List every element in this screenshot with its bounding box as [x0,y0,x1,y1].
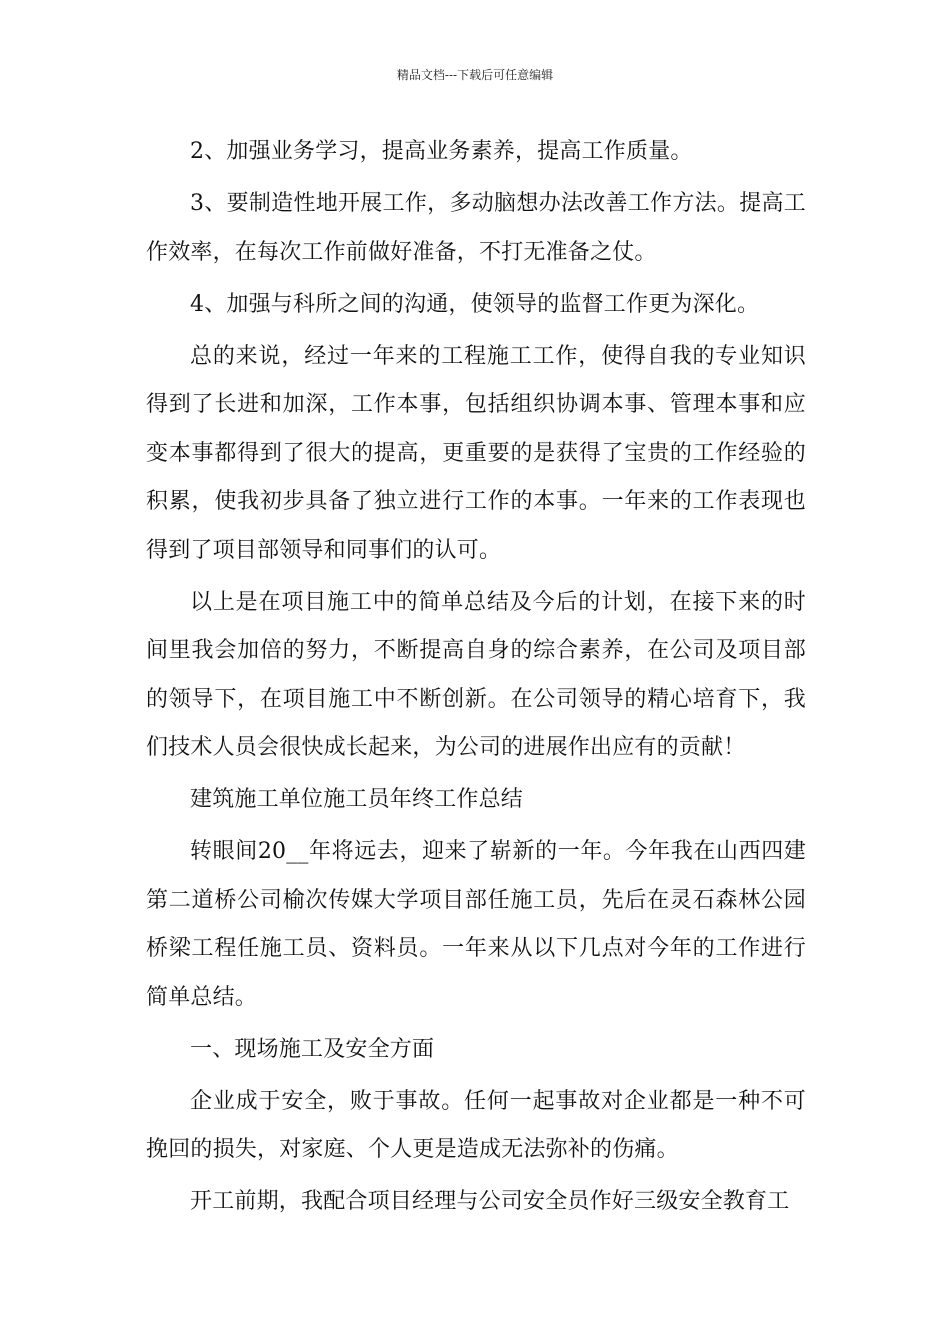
page-header: 精品文档---下载后可任意编辑 [396,68,554,82]
paragraph-item-2: 2、加强业务学习，提高业务素养，提高工作质量。 [190,139,693,164]
paragraph-safety: 企业成于安全，败于事故。任何一起事故对企业都是一种不可挽回的损失，对家庭、个人更是造成无法弥补的伤痛。 [146,1088,806,1162]
paragraph-item-3: 3、要制造性地开展工作，多动脑想办法改善工作方法。提高工作效率，在每次工作前做好准备，不打无准备之仗。 [146,191,806,265]
subsection-heading: 一、现场施工及安全方面 [190,1036,435,1062]
paragraph-intro: 转眼间20__年将远去，迎来了崭新的一年。今年我在山西四建第二道桥公司榆次传媒大学项目部任施工员，先后在灵石森林公园桥梁工程任施工员、资料员。一年来从以下几点对今年的工作进行简单总结。 [146,839,806,1010]
paragraph-item-4: 4、加强与科所之间的沟通，使领导的监督工作更为深化。 [190,291,760,317]
paragraph-plan: 以上是在项目施工中的简单总结及今后的计划，在接下来的时间里我会加倍的努力，不断提高自身的综合素养，在公司及项目部的领导下，在项目施工中不断创新。在公司领导的精心培育下，我们技术人员会很快成长起来，为公司的进展作出应有的贡献！ [146,589,806,760]
paragraph-preparation: 开工前期，我配合项目经理与公司安全员作好三级安全教育工 [190,1189,790,1214]
document-body [146,128,806,1230]
section-title: 建筑施工单位施工员年终工作总结 [190,787,524,812]
paragraph-summary: 总的来说，经过一年来的工程施工工作，使得自我的专业知识得到了长进和加深，工作本事，包括组织协调本事、管理本事和应变本事都得到了很大的提高，更重要的是获得了宝贵的工作经验的积累，使我初步具备了独立进行工作的本事。一年来的工作表现也得到了项目部领导和同事们的认可。 [146,343,806,563]
